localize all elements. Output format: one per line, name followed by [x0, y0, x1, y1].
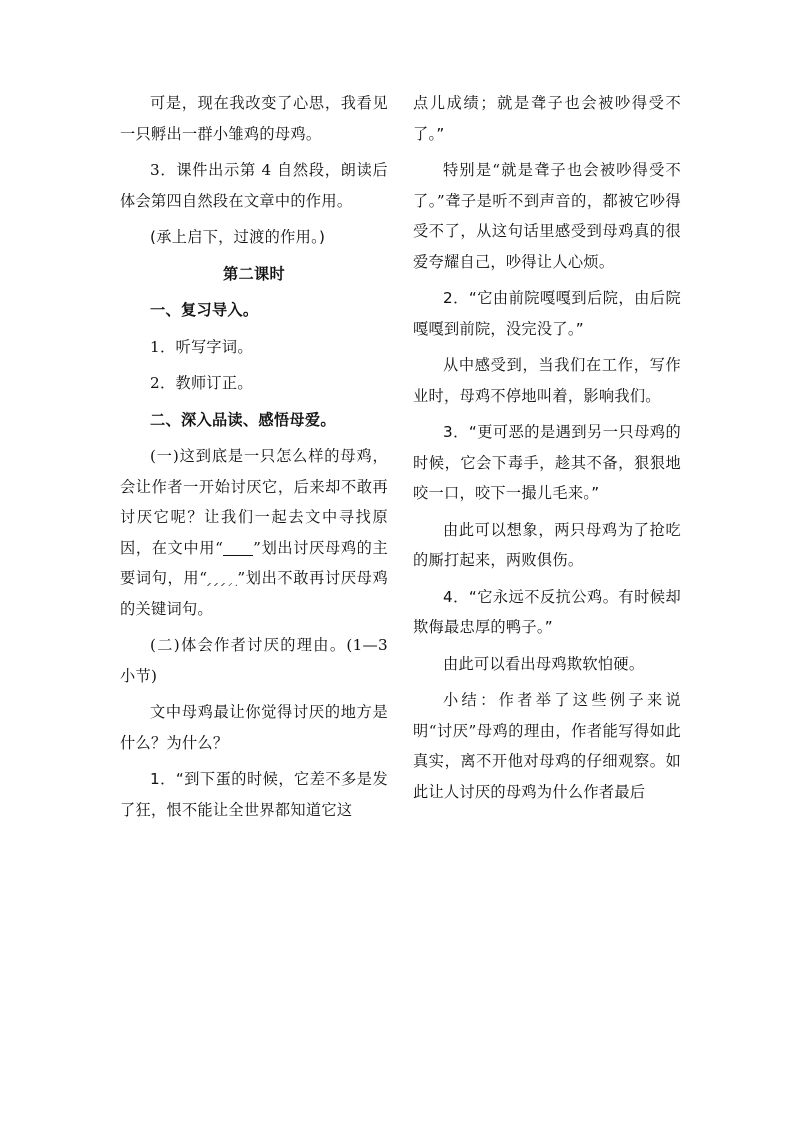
quote: 1．“到下蛋的时候，它差不多是发了狂，恨不能让全世界都知道它这: [120, 770, 388, 819]
text: ”划出不敢再讨厌母鸡的关键词句。: [120, 569, 388, 618]
quote: 点儿成绩；就是聋子也会被吵得受不了。”: [413, 94, 681, 143]
section-heading: 二、深入品读、感悟母爱。: [150, 410, 336, 429]
paragraph: 文中母鸡最让你觉得讨厌的地方是什么？为什么？: [120, 703, 388, 752]
left-column: [120, 88, 388, 831]
paragraph: 由此可以看出母鸡欺软怕硬。: [443, 654, 645, 673]
paragraph: 可是，现在我改变了心思，我看见一只孵出一群小雏鸡的母鸡。: [120, 94, 388, 143]
paragraph: 从中感受到，当我们在工作，写作业时，母鸡不停地叫着，影响我们。: [413, 356, 681, 405]
right-column: [413, 88, 681, 813]
wavy-underline-mark: [207, 570, 237, 586]
list-item: 2．教师订正。: [150, 374, 253, 392]
paragraph: 3．课件出示第 4 自然段，朗读后体会第四自然段在文章中的作用。: [120, 161, 388, 210]
paragraph: 特别是“就是聋子也会被吵得受不了。”聋子是听不到声音的，都被它吵得受不了，从这句话里感受到母鸡真的很爱夸耀自己，吵得让人心烦。: [413, 161, 681, 271]
straight-underline-mark: [223, 539, 253, 556]
text: ”划出讨厌母鸡的主要词句，用“: [120, 538, 388, 587]
quote: 3．“更可恶的是遇到另一只母鸡的时候，它会下毒手，趁其不备，狠狠地咬一口，咬下一撮儿毛来。”: [413, 423, 681, 502]
paragraph: (二)体会作者讨厌的理由。(1—3 小节): [120, 636, 388, 685]
lesson-heading: 第二课时: [223, 264, 285, 283]
quote: 2．“它由前院嘎嘎到后院，由后院嘎嘎到前院，没完没了。”: [413, 289, 681, 338]
paragraph: [120, 441, 388, 624]
summary-paragraph: 小结：作者举了这些例子来说明“讨厌”母鸡的理由，作者能写得如此真实，离不开他对母鸡的仔细观察。如此让人讨厌的母鸡为什么作者最后: [413, 691, 681, 801]
answer-note: (承上启下，过渡的作用。): [150, 228, 326, 246]
text: (一)这到底是一只怎么样的母鸡，会让作者一开始讨厌它，后来却不敢再讨厌它呢？让我们一起去文中寻找原因，在文中用“: [120, 447, 388, 557]
section-heading: 一、复习导入。: [150, 301, 259, 319]
quote: 4．“它永远不反抗公鸡。有时候却欺侮最忠厚的鸭子。”: [413, 587, 681, 636]
list-item: 1．听写字词。: [150, 337, 253, 356]
paragraph: 由此可以想象，两只母鸡为了抢吃的厮打起来，两败俱伤。: [413, 520, 681, 569]
